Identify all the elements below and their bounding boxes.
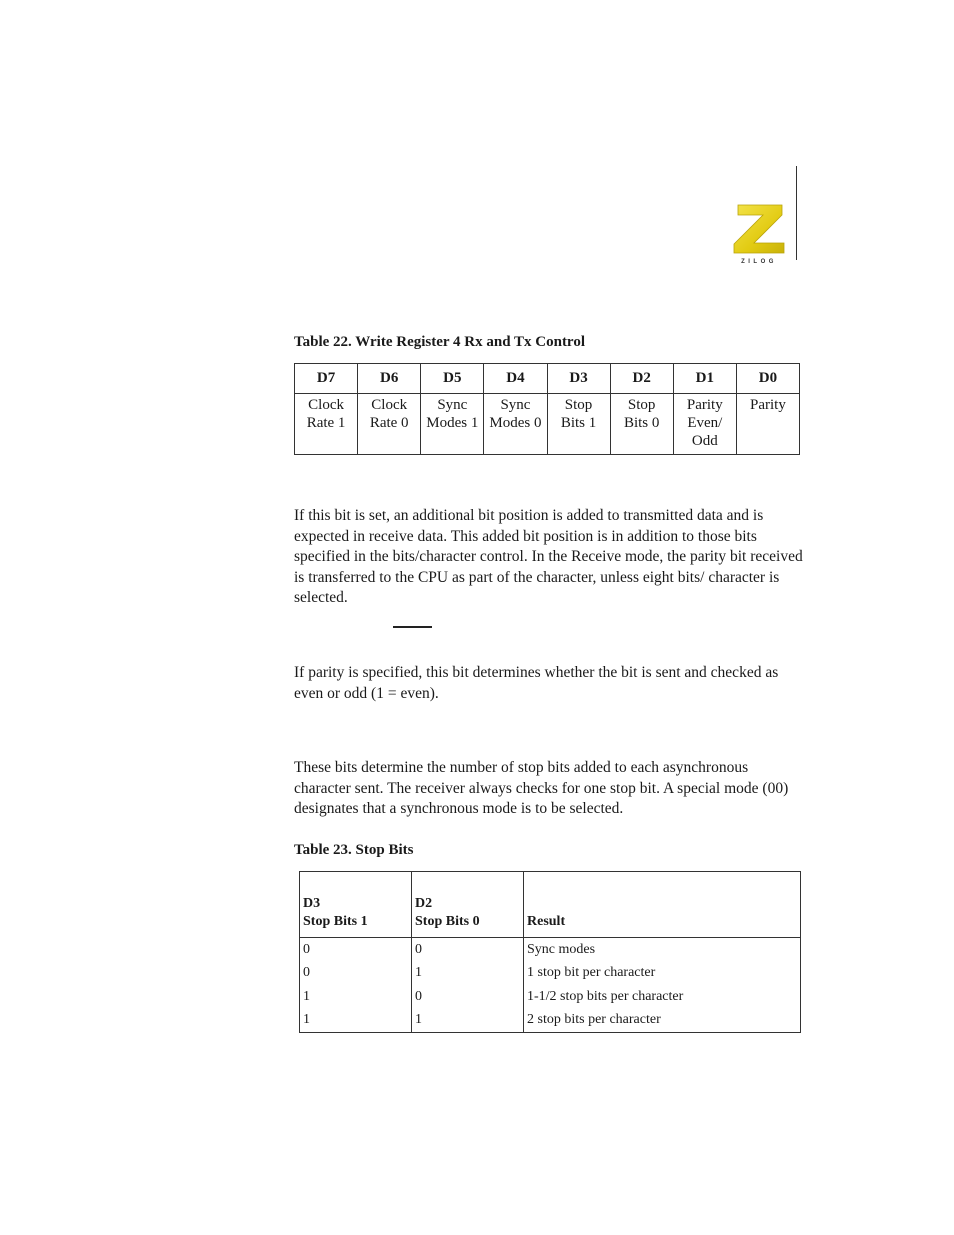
cell-line: Stop — [564, 397, 593, 413]
cell-line: Clock — [371, 397, 408, 413]
cell-d2: 1 — [412, 962, 524, 986]
cell-line: Parity — [686, 397, 723, 413]
header-cell-d6: D6 — [358, 364, 421, 394]
table-row — [300, 938, 801, 962]
cell-d3: 1 — [300, 1009, 412, 1033]
cell-d1 — [673, 394, 736, 455]
table22-caption: Table 22. Write Register 4 Rx and Tx Control — [294, 334, 585, 350]
cell-result: 2 stop bits per character — [524, 1009, 801, 1033]
cell-d2: 0 — [412, 938, 524, 962]
cell-line: Sync — [437, 397, 468, 413]
cell-d2: 0 — [412, 985, 524, 1009]
cell-d3 — [547, 394, 610, 455]
header-line: Stop Bits 1 — [303, 914, 368, 929]
cell-d6 — [358, 394, 421, 455]
cell-line: Even/ — [687, 415, 723, 431]
table-row — [295, 394, 800, 455]
stop-bits-description: These bits determine the number of stop bits added to each asynchronous character sent. The receiver always checks for one stop bit. A special mode (00) designates that a synchronous mode is to be selected. — [294, 759, 789, 817]
cell-result: 1 stop bit per character — [524, 962, 801, 986]
cell-d7 — [295, 394, 358, 455]
table23-caption: Table 23. Stop Bits — [294, 842, 414, 858]
header-line: Result — [527, 914, 566, 929]
logo-wordmark: ZILOG — [741, 259, 777, 265]
cell-line: Odd — [691, 433, 718, 449]
cell-line: Rate 1 — [306, 415, 346, 431]
cell-d3: 1 — [300, 985, 412, 1009]
header-cell-d3: D3 — [547, 364, 610, 394]
parity-even-odd-description: If parity is specified, this bit determines whether the bit is sent and checked as even or odd (1 = even). — [294, 664, 779, 702]
stop-bits-table — [299, 871, 801, 1033]
header-cell-d4: D4 — [484, 364, 547, 394]
zilog-z-icon — [730, 203, 788, 265]
table-row — [300, 1009, 801, 1033]
cell-line: Clock — [308, 397, 344, 413]
cell-line: Bits 0 — [623, 415, 660, 431]
header-cell-d1: D1 — [673, 364, 736, 394]
cell-d5 — [421, 394, 484, 455]
header-cell-d0: D0 — [736, 364, 799, 394]
cell-line: Stop — [627, 397, 656, 413]
cell-d3: 0 — [300, 962, 412, 986]
header-cell-d3 — [300, 872, 412, 938]
short-divider — [393, 626, 432, 628]
cell-d2 — [610, 394, 673, 455]
cell-d2: 1 — [412, 1009, 524, 1033]
header-cell-d2 — [412, 872, 524, 938]
header-line: Stop Bits 0 — [415, 914, 480, 929]
table-header-row — [300, 872, 801, 938]
cell-line: Bits 1 — [560, 415, 597, 431]
cell-d0 — [736, 394, 799, 455]
cell-line: Modes 0 — [489, 415, 542, 431]
header-cell-d2: D2 — [610, 364, 673, 394]
header-line: D3 — [303, 896, 321, 911]
header-cell-result — [524, 872, 801, 938]
cell-result: Sync modes — [524, 938, 801, 962]
cell-result: 1-1/2 stop bits per character — [524, 985, 801, 1009]
cell-line: Rate 0 — [369, 415, 409, 431]
parity-description: If this bit is set, an additional bit position is added to transmitted data and is expected in receive data. This added bit position is in addition to those bits specified in the bits/character control. In the Receive mode, the parity bit received is transferred to the CPU as part of the character, unless eight bits/ character is selected. — [294, 507, 803, 606]
cell-d3: 0 — [300, 938, 412, 962]
write-register-4-table — [294, 363, 800, 455]
cell-d4 — [484, 394, 547, 455]
header-cell-d5: D5 — [421, 364, 484, 394]
logo-divider-rule — [796, 166, 797, 260]
table-header-row — [295, 364, 800, 394]
header-cell-d7: D7 — [295, 364, 358, 394]
cell-line: Parity — [750, 397, 786, 413]
header-line: D2 — [415, 896, 433, 911]
table-row — [300, 985, 801, 1009]
zilog-logo — [730, 203, 788, 265]
cell-line: Sync — [500, 397, 531, 413]
cell-line: Modes 1 — [426, 415, 479, 431]
table-row — [300, 962, 801, 986]
